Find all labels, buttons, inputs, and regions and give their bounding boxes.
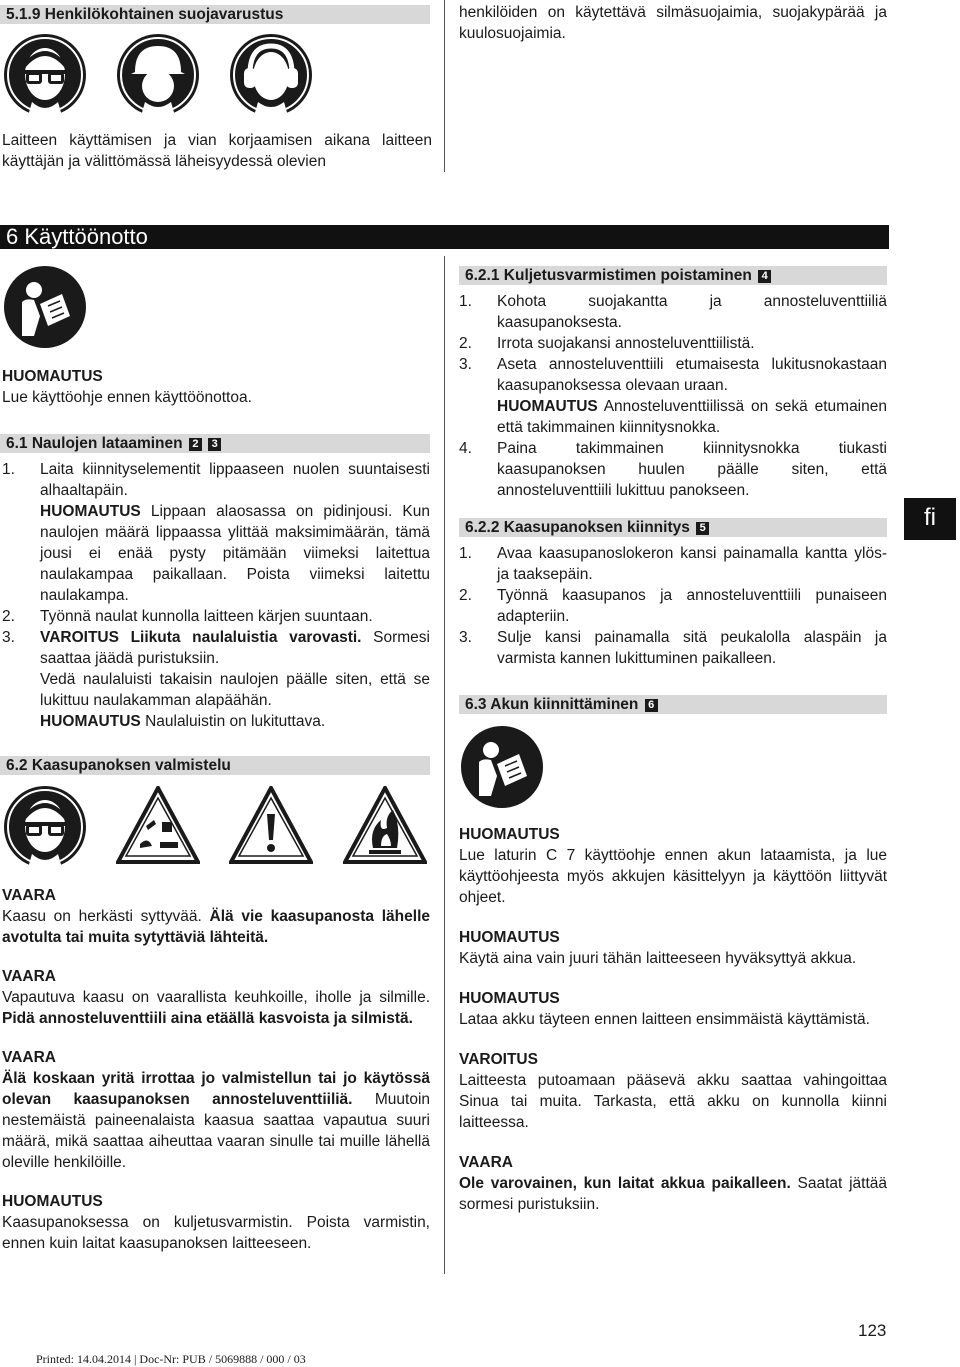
s61-step-3	[2, 627, 430, 732]
page-number: 123	[858, 1321, 887, 1340]
heading-6-3-text: 6.3 Akun kiinnittäminen	[465, 696, 639, 713]
print-footer: Printed: 14.04.2014 | Doc-Nr: PUB / 5069888 / 000 / 03	[36, 1352, 306, 1366]
heading-5-1-9: 5.1.9 Henkilökohtainen suojavarustus	[0, 5, 430, 24]
note-label: HUOMAUTUS	[40, 713, 141, 730]
step-number: 1.	[459, 545, 472, 562]
figure-ref-5: 5	[696, 522, 709, 535]
heading-6-1-text: 6.1 Naulojen lataaminen	[6, 435, 183, 452]
s61-steps	[2, 459, 430, 732]
general-warning-icon	[229, 786, 313, 864]
top-right-text: henkilöiden on käytettävä silmäsuojaimia, suojakypärää ja kuulosuojaimia.	[459, 4, 887, 42]
step-number: 1.	[459, 293, 472, 310]
danger-label: VAARA	[2, 887, 56, 904]
step-extra: Vedä naulaluisti takaisin naulojen päälle siten, että se lukittuu naulakamman alapäähän.	[40, 671, 430, 709]
notice-label: HUOMAUTUS	[2, 1193, 103, 1210]
warning-text: Laitteesta putoamaan pääsevä akku saattaa vahingoittaa Sinua tai muita. Tarkasta, että akku on kunnolla kiinni laitteessa.	[459, 1072, 887, 1131]
s622-step-1	[459, 543, 887, 585]
heading-6-1	[0, 434, 430, 453]
note-label: HUOMAUTUS	[497, 398, 598, 415]
language-tab: fi	[904, 498, 956, 540]
danger-bold-text: Ole varovainen, kun laitat akkua paikalleen.	[459, 1175, 791, 1192]
safety-glasses-icon	[4, 34, 86, 116]
notice-label: HUOMAUTUS	[2, 368, 103, 385]
note-text: Naulaluistin on lukituttava.	[145, 713, 326, 730]
step-text: Irrota suojakansi annosteluventtiilistä.	[497, 335, 755, 352]
hard-hat-icon	[117, 34, 199, 116]
s61-step-1	[2, 459, 430, 606]
notice-text: Lue laturin C 7 käyttöohje ennen akun lataamista, ja lue käyttöohjeesta myös akkujen käsittelyyn ja käyttöön liittyvät ohjeet.	[459, 847, 887, 906]
s622-step-3	[459, 627, 887, 669]
notice-label: HUOMAUTUS	[459, 929, 560, 946]
danger-text-1	[2, 906, 430, 948]
step-text: Työnnä kaasupanos ja annosteluventtiili punaiseen adapteriin.	[497, 587, 887, 625]
ear-protection-icon	[230, 34, 312, 116]
danger-text-3	[2, 1068, 430, 1173]
read-manual-icon	[4, 266, 86, 348]
note-text: Annosteluventtiilissä on sekä etumainen että takimmainen kiinnitysnokka.	[497, 398, 887, 436]
danger-label: VAARA	[459, 1154, 513, 1171]
heading-6-3	[459, 695, 887, 714]
section-6-title: 6 Käyttöönotto	[0, 225, 889, 249]
step-text: Avaa kaasupanoslokeron kansi painamalla kantta ylös- ja taaksepäin.	[497, 545, 887, 583]
heading-6-2: 6.2 Kaasupanoksen valmistelu	[0, 756, 430, 775]
step-number: 1.	[2, 461, 15, 478]
danger-bold-text: Älä vie kaasupanosta lähelle avotulta tai muita sytyttäviä lähteitä.	[2, 908, 430, 946]
danger-text: Muutoin nestemäistä paineenalaista kaasua saattaa vapautua suuri määrä, mikä saattaa aiheuttaa vaaran sinulle tai muille lähellä oleville henkilöille.	[2, 1091, 431, 1171]
heading-6-2-1	[459, 266, 887, 285]
danger-text-2	[2, 987, 430, 1029]
s621-step-1	[459, 291, 887, 333]
step-number: 4.	[459, 440, 472, 457]
s621-step-4	[459, 438, 887, 501]
figure-ref-4: 4	[758, 270, 771, 283]
danger-bold-text: Älä koskaan yritä irrottaa jo valmistellun tai jo käytössä olevan kaasupanoksen annosteluventtiiliä.	[2, 1070, 430, 1108]
step-number: 2.	[2, 608, 15, 625]
figure-ref-6: 6	[645, 699, 658, 712]
danger-label: VAARA	[2, 1049, 56, 1066]
heading-6-2-2-text: 6.2.2 Kaasupanoksen kiinnitys	[465, 519, 690, 536]
warning-label: VAROITUS	[459, 1051, 538, 1068]
step-text: Kohota suojakantta ja annosteluventtiiliä kaasupanoksesta.	[497, 293, 887, 331]
danger-plain-text: Saatat jättää sormesi puristuksiin.	[459, 1175, 887, 1213]
column-divider-top	[444, 0, 445, 172]
heading-6-2-2	[459, 518, 887, 537]
danger-text: Kaasu on herkästi syttyvää.	[2, 908, 202, 925]
step-number: 3.	[2, 629, 15, 646]
notice-text: Lue käyttöohje ennen käyttöönottoa.	[2, 389, 252, 406]
safety-glasses-icon	[4, 786, 86, 868]
step-number: 2.	[459, 335, 472, 352]
notice-text: Käytä aina vain juuri tähän laitteeseen hyväksyttyä akkua.	[459, 950, 857, 967]
notice-text: Lataa akku täyteen ennen laitteen ensimmäistä käyttämistä.	[459, 1011, 870, 1028]
s62-warnings	[2, 885, 430, 1254]
s622-steps	[459, 543, 887, 669]
step-text: Työnnä naulat kunnolla laitteen kärjen suuntaan.	[40, 608, 373, 625]
s621-step-3	[459, 354, 887, 438]
danger-text	[459, 1173, 887, 1215]
read-manual-icon	[461, 726, 543, 808]
s61-step-2	[2, 606, 430, 627]
top-left-text: Laitteen käyttämisen ja vian korjaamisen aikana laitteen käyttäjän ja välittömässä läheisyydessä olevien	[2, 132, 432, 170]
danger-label: VAARA	[2, 968, 56, 985]
note-text: Lippaan alaosassa on pidinjousi. Kun naulojen määrä lippaassa ylittää maksimimäärän, tämä jousi ei enää pysty pitämään viimeksi laitettua naulakampaa paikallaan. Poista viimeksi laitettu naulakampa.	[40, 503, 430, 604]
notice-label: HUOMAUTUS	[459, 990, 560, 1007]
step-number: 3.	[459, 356, 472, 373]
s63-notes	[459, 824, 887, 1215]
s621-step-2	[459, 333, 887, 354]
danger-bold-text: Pidä annosteluventtiili aina etäällä kasvoista ja silmistä.	[2, 1010, 413, 1027]
step-text: Laita kiinnityselementit lippaaseen nuolen suuntaisesti alhaaltapäin.	[40, 461, 430, 499]
figure-ref-2: 2	[189, 438, 202, 451]
flammable-warning-icon	[343, 786, 427, 864]
notice-label: HUOMAUTUS	[459, 826, 560, 843]
step-number: 2.	[459, 587, 472, 604]
step-text: Sormesi saattaa jäädä puristuksiin.	[40, 629, 430, 667]
warning-label: VAROITUS Liikuta naulaluistia varovasti.	[40, 629, 362, 646]
heading-6-2-1-text: 6.2.1 Kuljetusvarmistimen poistaminen	[465, 267, 752, 284]
s621-steps	[459, 291, 887, 501]
column-divider-bottom	[444, 256, 445, 1274]
step-number: 3.	[459, 629, 472, 646]
note-label: HUOMAUTUS	[40, 503, 141, 520]
notice-text: Kaasupanoksessa on kuljetusvarmistin. Poista varmistin, ennen kuin laitat kaasupanoksen laitteeseen.	[2, 1214, 430, 1252]
danger-text: Vapautuva kaasu on vaarallista keuhkoille, iholle ja silmille.	[2, 989, 430, 1006]
s622-step-2	[459, 585, 887, 627]
step-text: Paina takimmainen kiinnitysnokka tiukasti kaasupanoksen huulen päälle siten, että annosteluventtiili lukittuu panokseen.	[497, 440, 887, 499]
figure-ref-3: 3	[208, 438, 221, 451]
step-text: Sulje kansi painamalla sitä peukalolla alaspäin ja varmista kannen lukittuminen paikalleen.	[497, 629, 887, 667]
corrosive-warning-icon	[116, 786, 200, 864]
step-text: Aseta annosteluventtiili etumaisesta lukitusnokastaan kaasupanoksessa olevaan uraan.	[497, 356, 887, 394]
